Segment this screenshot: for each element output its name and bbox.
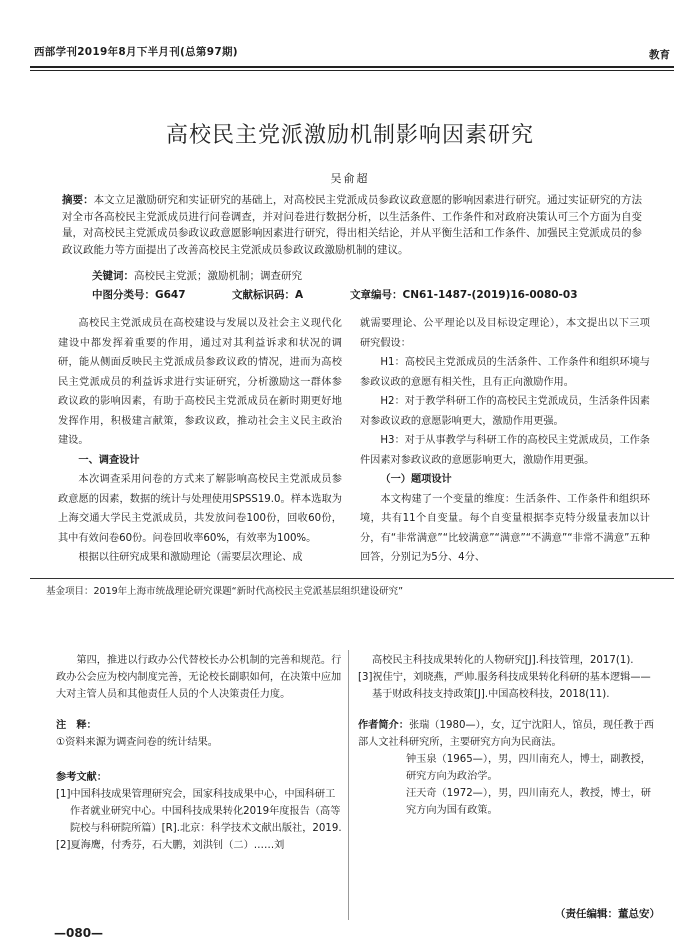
notes-heading: 注 释： — [56, 720, 97, 731]
hypothesis-h2: H2：对于教学科研工作的高校民主党派成员，生活条件因素对参政议政的意愿影响更大，激励作用更强。 — [360, 396, 650, 427]
clc-number: 中图分类号：G647 — [92, 289, 186, 301]
abstract — [62, 192, 642, 258]
responsible-editor: （责任编辑：董总安） — [555, 908, 660, 920]
body-right-column — [360, 314, 650, 568]
hypothesis-h1: H1：高校民主党派成员的生活条件、工作条件和组织环境与参政议政的意愿有相关性，且有正向激励作用。 — [360, 357, 650, 388]
document-code: 文献标识码：A — [232, 289, 304, 301]
reference-item: [2]夏海鹰，付秀芬，石大鹏，刘洪钊（二）……刘 — [56, 840, 285, 851]
footnote-rule — [30, 578, 674, 579]
keywords-label: 关键词： — [92, 270, 134, 282]
body-paragraph: 本次调查采用问卷的方式来了解影响高校民主党派成员参政意愿的因素，数据的统计与处理使用SPSS19.0。样本选取为上海交通大学民主党派成员，共发放问卷100份，回收60份，其中有效问卷60份。问卷回收率60%，有效率为100%。 — [58, 474, 342, 544]
body-paragraph: 就需要理论、公平理论以及目标设定理论），本文提出以下三项研究假设： — [360, 318, 650, 349]
author-bio: 钟玉泉（1965—），男，四川南充人，博士，副教授，研究方向为政治学。 — [406, 754, 651, 782]
body-paragraph: 根据以往研究成果和激励理论（需要层次理论、成 — [78, 552, 303, 563]
lower-left-column — [56, 652, 342, 854]
section-heading: 一、调查设计 — [78, 454, 140, 466]
body-paragraph: 高校民主党派成员在高校建设与发展以及社会主义现代化建设中都发挥着重要的作用，通过对其利益诉求和状况的调研，能从侧面反映民主党派成员参政议政的情况，进而为高校民主党派成员的利益诉求进行实证研究，分析激励这一群体参政议政的影响因素，有助于高校民主党派成员在新时期更好地发挥作用，积极建言献策，参政议政，推动社会主义民主政治建设。 — [58, 318, 342, 446]
article-title: 高校民主党派激励机制影响因素研究 — [165, 123, 534, 148]
reference-item: [3]祝佳宁，刘晓燕，严帅.服务科技成果转化科研的基本逻辑——基于财政科技支持政策[J].中国高校科技，2018(11). — [358, 672, 651, 700]
reference-item: 高校民主科技成果转化的人物研究[J].科技管理，2017(1). — [372, 655, 634, 666]
abstract-text: 本文立足激励研究和实证研究的基础上，对高校民主党派成员参政议政意愿的影响因素进行研究。通过实证研究的方法对全市各高校民主党派成员进行问卷调查，并对问卷进行数据分析，以生活条件、工作条件和对政府决策认可三个方面为自变量，对高校民主党派成员参政议政意愿影响因素进行研究，得出相关结论，并从平衡生活和工作条件、加强民主党派成员的参政议政能力等方面提出了改善高校民主党派成员参政议政激励机制的建议。 — [62, 194, 642, 256]
section-label: 教育 — [649, 49, 670, 61]
article-author: 吴俞超 — [330, 172, 370, 185]
lower-right-column — [358, 652, 654, 819]
header-rule-thin — [30, 70, 674, 71]
column-divider — [348, 650, 349, 920]
page-number: —080— — [54, 926, 104, 940]
reference-list-continued — [358, 652, 654, 703]
hypothesis-h3: H3：对于从事教学与科研工作的高校民主党派成员，工作条件因素对参政议政的意愿影响更大，激励作用更强。 — [360, 435, 650, 466]
funding-footnote: 基金项目：2019年上海市统战理论研究课题“新时代高校民主党派基层组织建设研究” — [46, 586, 404, 597]
keywords-text: 高校民主党派；激励机制；调查研究 — [134, 270, 302, 282]
body-left-column — [58, 314, 342, 568]
notes-text: ①资料来源为调查问卷的统计结果。 — [56, 737, 218, 748]
reference-item: [1]中国科技成果管理研究会，国家科技成果中心，中国科研工作者就业研究中心。中国科技成果转化2019年度报告（高等院校与科研院所篇）[R].北京：科学技术文献出版社，2019. — [56, 789, 342, 834]
body-paragraph: 本文构建了一个变量的维度：生活条件、工作条件和组织环境，共有11个自变量。每个自变量根据李克特分级量表加以计分，有“非常满意”“比较满意”“满意”“不满意”“非常不满意”五种回答，分别记为5分、4分、 — [360, 493, 650, 563]
author-bio: 张瑞（1980—），女，辽宁沈阳人，馆员，现任教于西部人文社科研究所，主要研究方向为民商法。 — [358, 720, 654, 748]
author-info — [358, 717, 654, 819]
subsection-heading: （一）题项设计 — [380, 474, 452, 485]
article-number: 文章编号：CN61-1487-(2019)16-0080-03 — [350, 289, 578, 301]
author-bio: 汪天奇（1972—），男，四川南充人，教授，博士，研究方向为国有政策。 — [406, 788, 651, 816]
references-heading: 参考文献： — [56, 772, 107, 783]
keywords — [92, 268, 302, 283]
abstract-label: 摘要： — [62, 194, 94, 206]
reference-list — [56, 786, 342, 854]
author-info-label: 作者简介： — [358, 720, 409, 731]
closing-paragraph: 第四，推进以行政办公代替校长办公机制的完善和规范。行政办公会应为校内制度完善，无论校长副职如何，在决策中应加大对主管人员和其他责任人员的个人决策责任力度。 — [56, 655, 342, 700]
header-rule — [30, 66, 674, 68]
journal-header: 西部学刊2019年8月下半月刊(总第97期) — [34, 46, 238, 58]
